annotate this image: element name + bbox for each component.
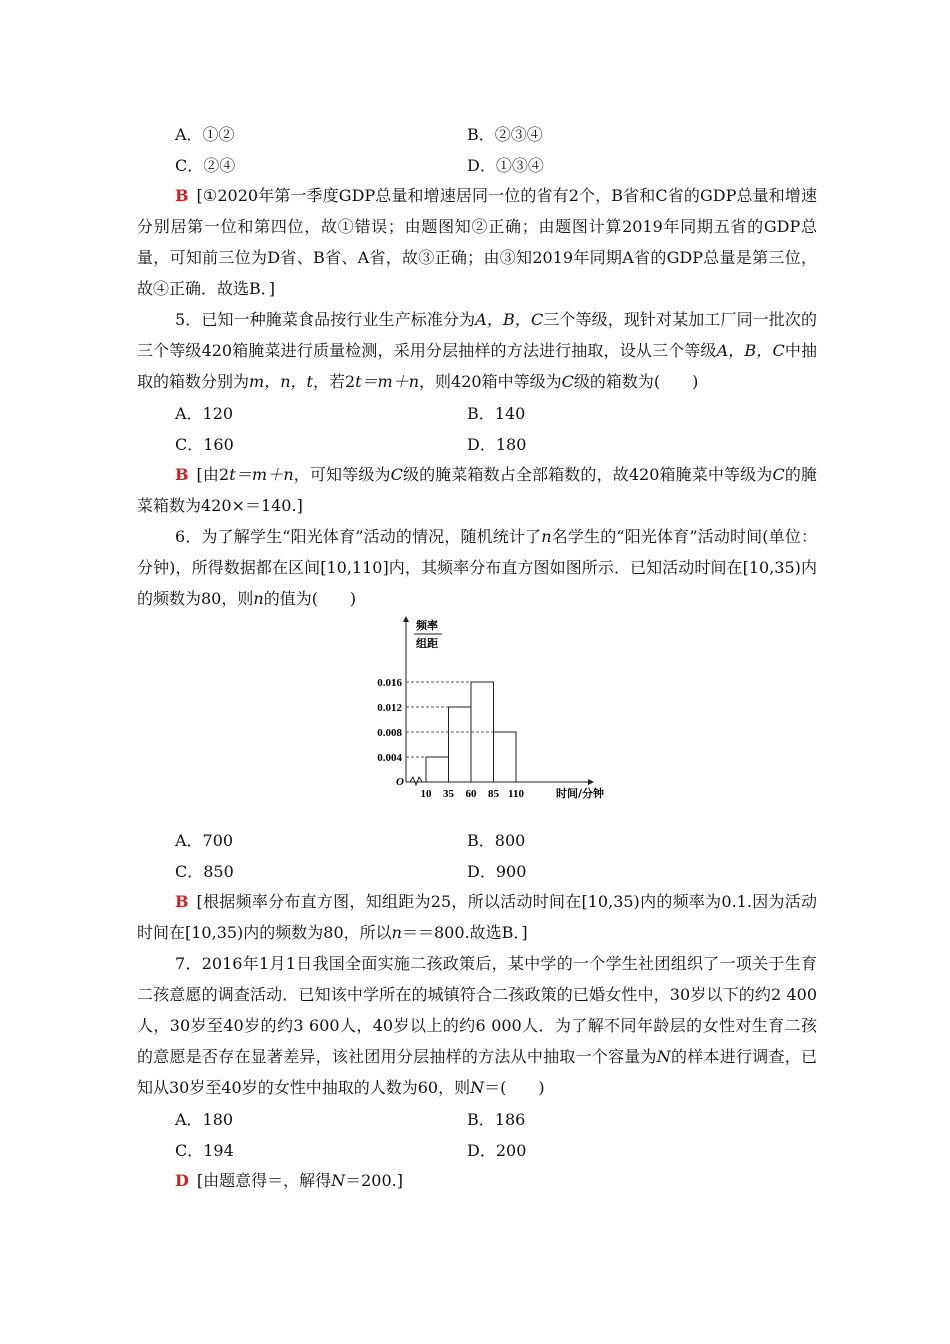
y-tick-label: 0.004 [377,752,402,764]
q5-answer-var: C [772,465,785,484]
q6-stem [137,521,817,614]
histogram-bar [494,732,517,782]
q5-stem-part: ，则420箱中等级为 [419,372,562,391]
q6-answer-letter: B [175,892,189,911]
q7-var: N [470,1078,485,1097]
q5-answer-part: 的腌菜箱数为420×＝140.] [137,465,817,515]
q5-var: t＝m＋n [355,372,420,391]
origin-label: O [396,776,404,788]
x-axis-arrow [588,779,594,785]
x-tick-label: 60 [465,788,477,800]
q6-options-row-2 [137,855,817,886]
q5-var: A，B，C [475,310,544,329]
q7-stem [137,948,817,1103]
q7-options-row-1 [137,1103,817,1134]
y-label-bottom: 组距 [416,637,438,650]
q4-answer [137,180,817,304]
q5-option-b: B．140 [467,404,526,423]
q6-options-row-1 [137,824,817,855]
q7-option-b: B．186 [467,1110,526,1129]
q5-options-row-2 [137,428,817,459]
q7-option-d: D．200 [467,1141,527,1160]
q7-answer-letter: D [175,1171,189,1190]
x-tick-label: 10 [420,788,432,800]
x-axis-label: 时间/分钟 [556,787,605,800]
q6-var: n [541,527,552,546]
q4-answer-text: [①2020年第一季度GDP总量和增速居同一位的省有2个，B省和C省的GDP总量和增速分别居第一位和第四位，故①错误；由题图知②正确；由题图计算2019年同期五省的GDP总量，可知前三位为D省、B省、A省，故③正确；由③知2019年同期A省的GDP总量是第三位，故④正确．故选B．] [137,186,817,298]
q5-stem [137,304,817,397]
q7-option-a: A．180 [175,1110,234,1129]
q6-answer-part: [根据频率分布直方图，知组距为25，所以活动时间在[10,35)内的频率为0.1.因为活动时间在[10,35)内的频数为80，所以 [137,892,817,942]
q6-option-b: B．800 [467,831,526,850]
frequency-histogram [362,614,622,819]
x-tick-label: 35 [443,788,454,800]
q4-answer-letter: B [175,186,189,205]
y-tick-label: 0.012 [377,702,402,714]
q7-answer-part: [由题意得＝，解得 [196,1171,332,1190]
q7-stem-part: ＝( ) [484,1078,545,1097]
q5-answer-part: ，可知等级为 [293,465,391,484]
q5-stem-part: 级的箱数为( ) [573,372,699,391]
q7-answer [137,1165,817,1196]
q4-option-b: B．②③④ [467,125,543,144]
q7-answer-part: ＝200.] [345,1171,403,1190]
q5-answer-letter: B [175,465,189,484]
q6-option-c: C．850 [175,862,234,881]
q6-var: n [253,589,264,608]
y-axis-arrow [403,616,409,622]
q6-answer [137,886,817,948]
q6-stem-part: 的值为( ) [263,589,357,608]
q5-option-c: C．160 [175,435,234,454]
q5-stem-part: 三个等级，现针对某加工厂同一批次的三个等级420箱腌菜进行质量检测，采用分层抽样的方法进行抽取，设从三个等级 [137,310,817,360]
q6-option-a: A．700 [175,831,234,850]
q5-var: A，B，C [716,341,785,360]
q7-answer-var: N [331,1171,346,1190]
q5-stem-part: 中抽取的箱数分别为 [137,341,817,391]
q5-answer-var: t＝m＋n [229,465,294,484]
q6-option-d: D．900 [467,862,527,881]
histogram-bar [449,707,472,782]
q6-answer-var: n [391,923,402,942]
x-tick-label: 110 [508,788,524,800]
q4-option-c: C．②④ [175,156,236,175]
q5-option-a: A．120 [175,404,234,423]
x-tick-label: 85 [488,788,499,800]
q5-var: C [561,372,574,391]
histogram-figure [137,614,817,824]
q7-stem-part: 的样本进行调查，已知从30岁至40岁的女性中抽取的人数为60，则 [137,1047,817,1097]
q5-answer-part: 级的腌菜箱数占全部箱数的，故420箱腌菜中等级为 [402,465,773,484]
q5-stem-part: ，若2 [312,372,356,391]
y-label-top: 频率 [416,619,438,632]
q7-option-c: C．194 [175,1141,234,1160]
q4-option-d: D．①③④ [467,156,544,175]
q7-var: N [656,1047,671,1066]
q5-answer-var: C [390,465,403,484]
q5-answer-part: [由2 [196,465,230,484]
q4-options-row-1 [137,118,817,149]
q4-option-a: A．①② [175,125,235,144]
q5-answer [137,459,817,521]
q5-stem-part: 5．已知一种腌菜食品按行业生产标准分为 [175,310,476,329]
q6-stem-part: 6．为了解学生“阳光体育”活动的情况，随机统计了 [175,527,542,546]
q5-option-d: D．180 [467,435,527,454]
y-tick-label: 0.008 [377,727,402,739]
q5-options-row-1 [137,397,817,428]
q5-var: m，n，t [249,372,313,391]
q4-options-row-2 [137,149,817,180]
q7-stem-part: 7．2016年1月1日我国全面实施二孩政策后，某中学的一个学生社团组织了一项关于生育二孩意愿的调查活动．已知该中学所在的城镇符合二孩政策的已婚女性中，30岁以下的约2 400人，30岁至40岁的约3 600人，40岁以上的约6 000人．为了解不同年龄层的女性对生育二孩的意愿是否存在显著差异，该社团用分层抽样的方法从中抽取一个容量为 [137,954,817,1066]
q7-options-row-2 [137,1134,817,1165]
y-tick-label: 0.016 [377,677,402,689]
document-page [137,118,817,1196]
histogram-bar [426,757,449,782]
axis-break [410,777,422,785]
q6-answer-part: ＝＝800.故选B．] [401,923,528,942]
q6-stem-part: 名学生的“阳光体育”活动时间(单位：分钟)，所得数据都在区间[10,110]内，其频率分布直方图如图所示．已知活动时间在[10,35)内的频数为80，则 [137,527,817,608]
